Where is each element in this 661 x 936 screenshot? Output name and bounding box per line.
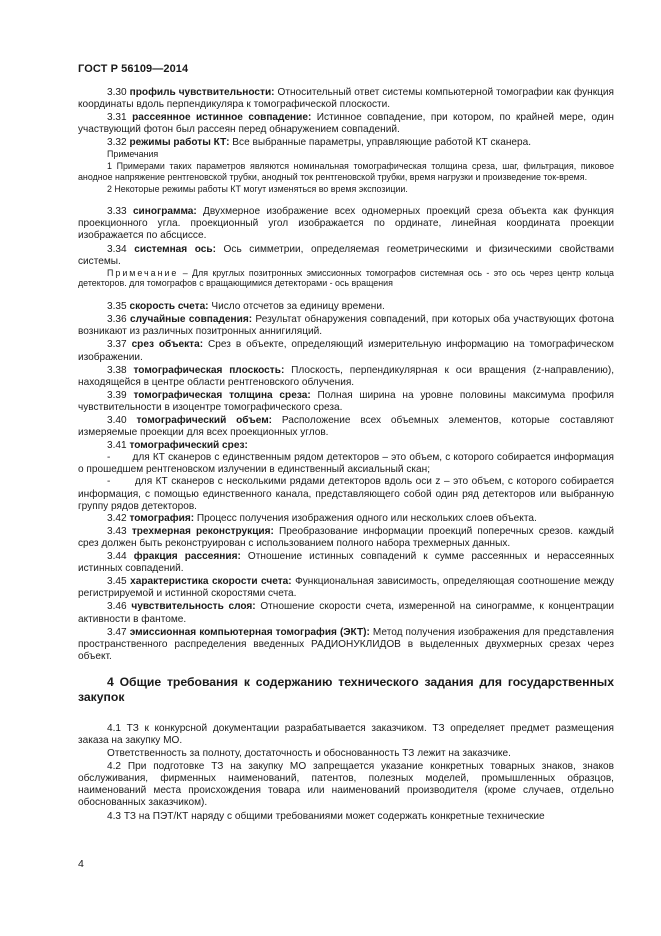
definition-term: срез объекта:: [131, 339, 204, 351]
definition-term: рассеянное истинное совпадение:: [132, 112, 312, 124]
definition-3-38: 3.38 томографическая плоскость: Плоскость, перпендикулярная к оси вращения (z-направлению), находящейся в центре области рентгеновского облучения.: [78, 364, 614, 388]
definition-3-40: 3.40 томографический объем: Расположение всех объемных элементов, которые составляют измеряемые проекции для всех проекционных углов.: [78, 415, 614, 439]
paragraph-4-2: 4.2 При подготовке ТЗ на закупку МО запрещается указание конкретных товарных знаков, знаков обслуживания, фирменных наименований, патентов, полезных моделей, промышленных образцов, наименований места происхождения товара или наименований производителя (кроме случаев, отдельно обоснованных заказчиком).: [78, 761, 614, 809]
paragraph-4-1: 4.1 ТЗ к конкурсной документации разрабатывается заказчиком. ТЗ определяет предмет размещения заказа на закупку МО.: [78, 722, 614, 746]
definition-3-42: 3.42 томография: Процесс получения изображения одного или нескольких слоев объекта.: [107, 512, 537, 524]
definition-3-36: 3.36 случайные совпадения: Результат обнаружения совпадений, при которых оба участвующих фотона возникают из различных позитронных аннигиляций.: [78, 314, 614, 338]
definition-term: синограмма:: [132, 206, 197, 218]
note-3-34: Примечание – Для круглых позитронных эмиссионных томографов системная ось - это ось через центр кольца детекторов. для томографов с вращающимися детекторами - ось вращения: [78, 267, 614, 289]
note-1: 1 Примерами таких параметров являются номинальная томографическая толщина среза, шаг, фильтрация, пиковое анодное напряжение рентгеновской трубки, анодный ток рентгеновской трубки, время нагрузки и произведение ток-время.: [78, 161, 614, 182]
definition-term: томография:: [129, 512, 195, 524]
definition-3-35: 3.35 скорость счета: Число отсчетов за единицу времени.: [107, 301, 385, 313]
definition-term: томографический объем:: [136, 415, 273, 426]
definition-3-47: 3.47 эмиссионная компьютерная томография (ЭКТ): Метод получения изображения для представления пространственного распределения введенных РАДИОНУКЛИДОВ в выделенных двухмерных срезах через объект.: [78, 626, 615, 662]
definition-term: профиль чувствительности:: [129, 87, 275, 98]
definition-3-30: 3.30 профиль чувствительности: Относительный ответ системы компьютерной томографии как функция координаты вдоль перпендикуляра к томографической плоскости.: [78, 87, 614, 111]
paragraph-responsibility: Ответственность за полноту, достаточность и обоснованность ТЗ лежит на заказчике.: [107, 748, 511, 760]
page-number: 4: [78, 858, 84, 870]
definition-term: случайные совпадения:: [129, 314, 253, 326]
definition-term: трехмерная реконструкция:: [131, 525, 274, 537]
definition-3-43: 3.43 трехмерная реконструкция: Преобразование информации проекций поперечных срезов. каждый срез должен быть реконструирован с использованием полного набора трехмерных данных.: [78, 525, 615, 549]
standard-header: ГОСТ Р 56109—2014: [78, 63, 189, 75]
definition-term: томографическая толщина среза:: [133, 389, 311, 401]
definition-3-46: 3.46 чувствительность слоя: Отношение скорости счета, измеренной на синограмме, к концентрации активности в фантоме.: [78, 601, 614, 625]
definition-3-37: 3.37 срез объекта: Срез в объекте, определяющий измерительную информацию на томографическом изображении.: [78, 339, 614, 363]
definition-term: томографическая плоскость:: [133, 364, 285, 376]
definition-term: чувствительность слоя:: [131, 601, 256, 613]
definition-3-32: 3.32 режимы работы КТ: Все выбранные параметры, управляющие работой КТ сканера.: [107, 137, 532, 149]
definition-term: системная ось:: [134, 243, 216, 255]
notes-heading: Примечания: [107, 149, 159, 160]
list-item: - для КТ сканеров с несколькими рядами детекторов вдоль оси z – это объем, с которого собирается информация, с помощью единственного канала, представляющего собой один ряд детекторов или выбранную группу рядов детекторов.: [78, 476, 614, 512]
definition-3-41: 3.41 томографический срез:: [107, 440, 248, 452]
list-item: - для КТ сканеров с единственным рядом детекторов – это объем, с которого собирается информация о прошедшем рентгеновском излучении в единственный аксиальный скан;: [78, 452, 615, 476]
definition-3-39: 3.39 томографическая толщина среза: Полная ширина на уровне половины максимума профиля чувствительности в изоцентре томографического среза.: [78, 389, 614, 413]
definition-3-31: 3.31 рассеянное истинное совпадение: Истинное совпадение, при котором, по крайней мере, один участвующий фотон был рассеян перед обнаружением совпадений.: [78, 112, 614, 136]
definition-3-34: 3.34 системная ось: Ось симметрии, определяемая геометрическими и физическими свойствами системы.: [78, 243, 614, 267]
definition-term: режимы работы КТ:: [129, 137, 230, 149]
definition-3-45: 3.45 характеристика скорости счета: Функциональная зависимость, определяющая соотношение между регистрируемой и истинной скоростями счета.: [78, 576, 614, 600]
note-label: Примечание: [107, 267, 179, 278]
note-2: 2 Некоторые режимы работы КТ могут изменяться во время экспозиции.: [107, 183, 408, 194]
definition-3-33: 3.33 синограмма: Двухмерное изображение всех одномерных проекций среза объекта как функция проекционного угла. проекционный угол изображается по ординате, линейная координата проекции изображается по абсциссе.: [78, 206, 614, 242]
document-body: [78, 87, 614, 824]
definition-term: эмиссионная компьютерная томография (ЭКТ):: [129, 626, 370, 638]
paragraph-4-3: 4.3 ТЗ на ПЭТ/КТ наряду с общими требованиями может содержать конкретные технические: [107, 810, 545, 822]
definition-term: скорость счета:: [129, 301, 209, 313]
definition-3-44: 3.44 фракция рассеяния: Отношение истинных совпадений к сумме рассеянных и нерассеянных истинных совпадений.: [78, 551, 614, 575]
definition-term: характеристика скорости счета:: [130, 576, 292, 588]
definition-term: томографический срез:: [129, 440, 248, 452]
definition-term: фракция рассеяния:: [133, 551, 241, 563]
section-title: 4 Общие требования к содержанию технического задания для государственных закупок: [78, 674, 614, 704]
